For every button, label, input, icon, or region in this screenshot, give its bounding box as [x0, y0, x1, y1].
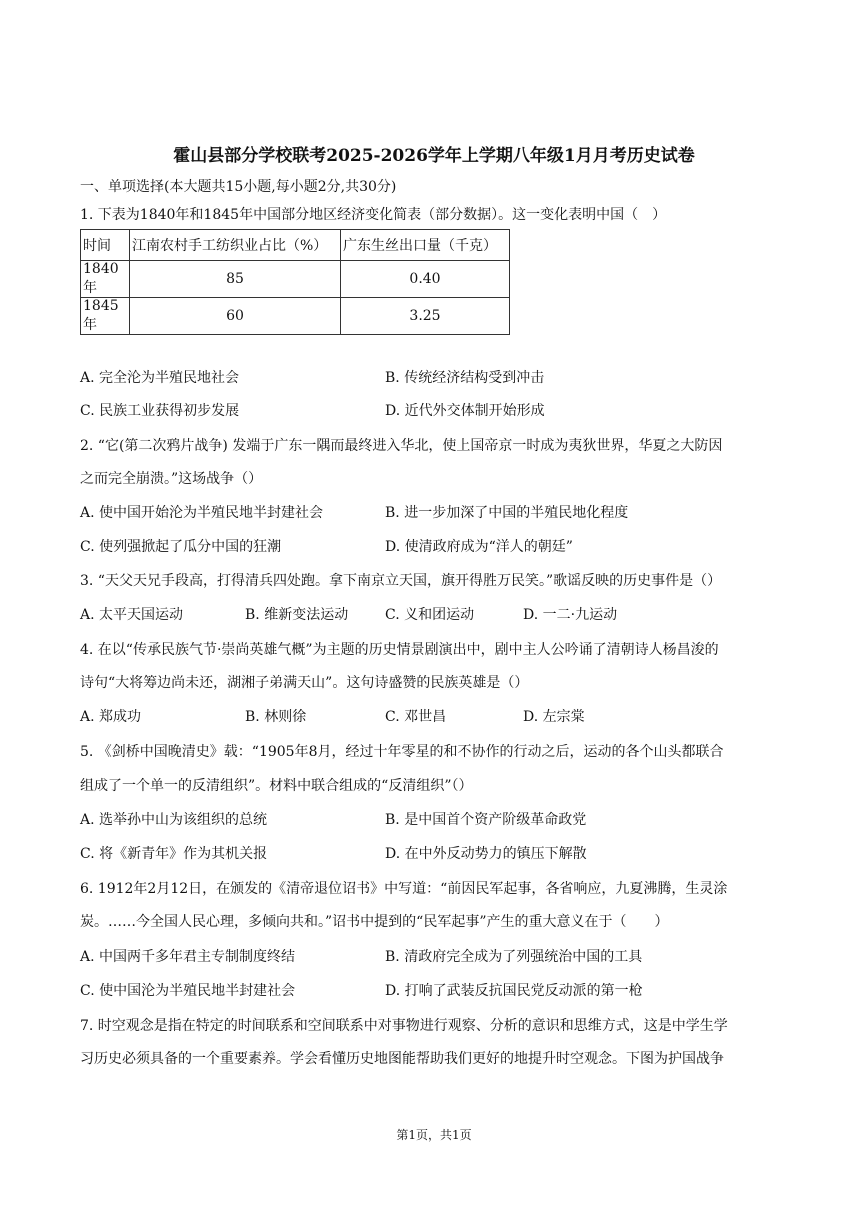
table-cell: 3.25	[341, 298, 510, 335]
q3-option-b[interactable]: B. 维新变法运动	[245, 607, 349, 623]
q3-option-a[interactable]: A. 太平天国运动	[80, 607, 184, 623]
table-header-cell: 江南农村手工纺织业占比（%）	[130, 230, 341, 261]
table-row	[81, 298, 510, 335]
table-cell: 60	[130, 298, 341, 335]
section-heading: 一、单项选择(本大题共15小题,每小题2分,共30分)	[80, 179, 397, 195]
question-2-stem-line1: 2. “它(第二次鸦片战争) 发端于广东一隅而最终进入华北，使上国帝京一时成为夷狄世界，华夏之大防因	[80, 438, 723, 454]
question-6-stem-line1: 6. 1912年2月12日，在颁发的《清帝退位诏书》中写道：“前因民军起事，各省响应，九夏沸腾，生灵涂	[80, 881, 728, 897]
table-cell: 1840年	[81, 261, 130, 298]
q2-option-a[interactable]: A. 使中国开始沦为半殖民地半封建社会	[80, 505, 324, 521]
q4-option-b[interactable]: B. 林则徐	[245, 709, 307, 725]
q4-option-a[interactable]: A. 郑成功	[80, 709, 142, 725]
q4-option-c[interactable]: C. 邓世昌	[385, 709, 447, 725]
question-4-stem-line2: 诗句“大将筹边尚未还，湖湘子弟满天山”。这句诗盛赞的民族英雄是（）	[80, 675, 529, 691]
question-1-stem: 1. 下表为1840年和1845年中国部分地区经济变化简表（部分数据）。这一变化表明中国（ ）	[80, 207, 667, 223]
q3-option-d[interactable]: D. 一二·九运动	[523, 607, 618, 623]
question-4-stem-line1: 4. 在以“传承民族气节·崇尚英雄气概”为主题的历史情景剧演出中，剧中主人公吟诵了清朝诗人杨昌浚的	[80, 642, 719, 658]
q6-option-d[interactable]: D. 打响了武装反抗国民党反动派的第一枪	[385, 983, 643, 999]
page-title: 霍山县部分学校联考2025-2026学年上学期八年级1月月考历史试卷	[173, 146, 695, 166]
question-7-stem-line1: 7. 时空观念是指在特定的时间联系和空间联系中对事物进行观察、分析的意识和思维方式，这是中学生学	[80, 1018, 728, 1034]
table-header-row	[81, 230, 510, 261]
q3-option-c[interactable]: C. 义和团运动	[385, 607, 475, 623]
question-3-stem: 3. “天父天兄手段高，打得清兵四处跑。拿下南京立天国，旗开得胜万民笑。”歌谣反映的历史事件是（）	[80, 573, 722, 589]
q1-option-d[interactable]: D. 近代外交体制开始形成	[385, 403, 545, 419]
page-footer: 第1页，共1页	[396, 1128, 472, 1142]
q6-option-a[interactable]: A. 中国两千多年君主专制制度终结	[80, 949, 296, 965]
table-header-cell: 广东生丝出口量（千克）	[341, 230, 510, 261]
q5-option-b[interactable]: B. 是中国首个资产阶级革命政党	[385, 812, 587, 828]
table-cell: 0.40	[341, 261, 510, 298]
q4-option-d[interactable]: D. 左宗棠	[523, 709, 585, 725]
question-5-stem-line1: 5. 《剑桥中国晚清史》载：“1905年8月，经过十年零星的和不协作的行动之后，运动的各个山头都联合	[80, 744, 724, 760]
table-row	[81, 261, 510, 298]
q1-option-b[interactable]: B. 传统经济结构受到冲击	[385, 370, 545, 386]
question-6-stem-line2: 炭。……今全国人民心理，多倾向共和。”诏书中提到的“民军起事”产生的重大意义在于（ ）	[80, 914, 669, 930]
economic-change-table	[80, 229, 510, 335]
table-cell: 1845年	[81, 298, 130, 335]
q6-option-c[interactable]: C. 使中国沦为半殖民地半封建社会	[80, 983, 296, 999]
q5-option-c[interactable]: C. 将《新青年》作为其机关报	[80, 846, 268, 862]
q5-option-d[interactable]: D. 在中外反动势力的镇压下解散	[385, 846, 587, 862]
q1-option-a[interactable]: A. 完全沦为半殖民地社会	[80, 370, 240, 386]
q5-option-a[interactable]: A. 选举孙中山为该组织的总统	[80, 812, 268, 828]
q2-option-b[interactable]: B. 进一步加深了中国的半殖民地化程度	[385, 505, 629, 521]
table-header-cell: 时间	[81, 230, 130, 261]
q1-option-c[interactable]: C. 民族工业获得初步发展	[80, 403, 240, 419]
question-2-stem-line2: 之而完全崩溃。”这场战争（）	[80, 471, 263, 487]
q2-option-c[interactable]: C. 使列强掀起了瓜分中国的狂潮	[80, 539, 282, 555]
q6-option-b[interactable]: B. 清政府完全成为了列强统治中国的工具	[385, 949, 643, 965]
question-7-stem-line2: 习历史必须具备的一个重要素养。学会看懂历史地图能帮助我们更好的地提升时空观念。下图为护国战争	[80, 1051, 724, 1067]
table-cell: 85	[130, 261, 341, 298]
question-5-stem-line2: 组成了一个单一的反清组织”。材料中联合组成的“反清组织”（）	[80, 778, 473, 794]
q2-option-d[interactable]: D. 使清政府成为“洋人的朝廷”	[385, 539, 573, 555]
